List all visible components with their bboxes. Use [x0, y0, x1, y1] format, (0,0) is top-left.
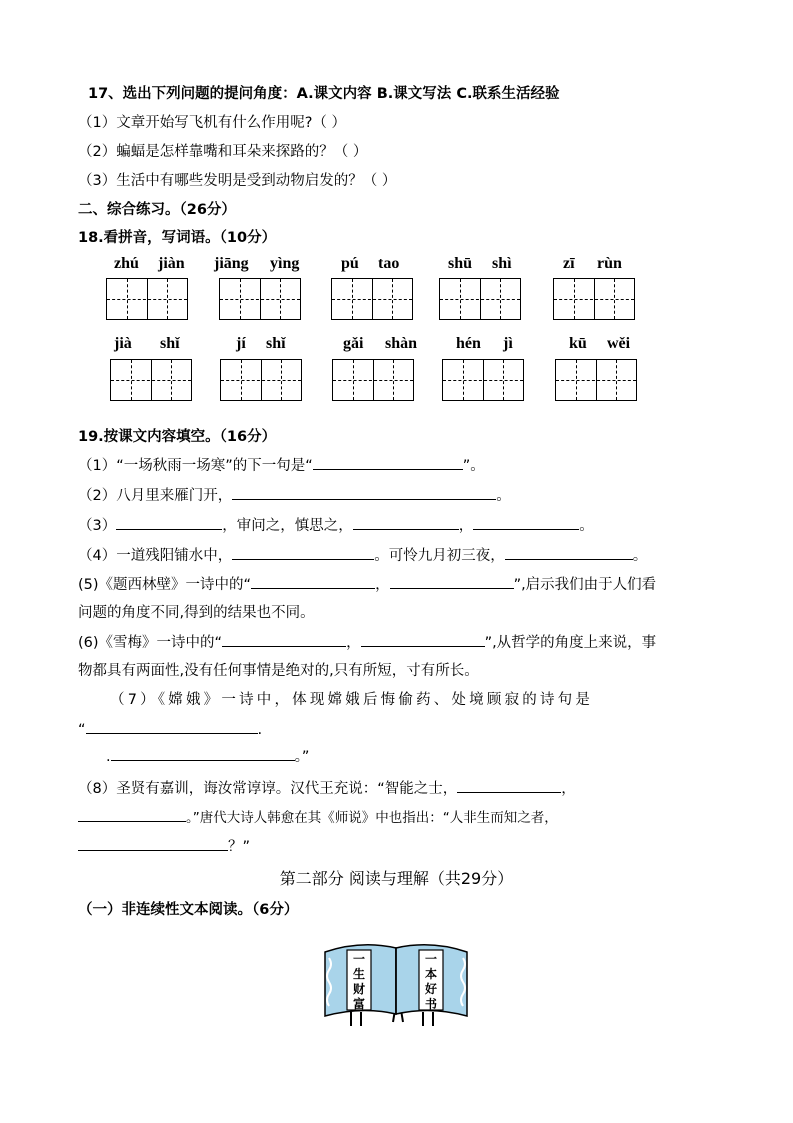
pinyin: zhú: [114, 255, 139, 272]
q19-8-mid: 。”唐代大诗人韩愈在其《师说》中也指出：“人非生而知之者，: [186, 810, 558, 826]
q19-4-text: （4）一道残阳铺水中，: [78, 548, 233, 564]
q19-line-7b: [78, 719, 262, 740]
pinyin: hén: [456, 335, 481, 352]
q19-line-8b: [78, 807, 558, 828]
q19-6-text: (6)《雪梅》一诗中的“: [78, 635, 223, 651]
answer-blank[interactable]: [232, 485, 496, 500]
book-left-char: 富: [352, 997, 366, 1011]
book-right-char: 好: [424, 982, 438, 996]
book-right-char: 一: [424, 952, 438, 966]
pinyin: jià: [114, 335, 132, 352]
answer-blank[interactable]: [78, 807, 186, 822]
q19-6-end: ”,从哲学的角度上来说，事: [484, 635, 657, 651]
q19-8-end: ？”: [228, 839, 251, 855]
write-grid[interactable]: [332, 359, 414, 401]
pinyin: jì: [503, 335, 513, 352]
pinyin: shì: [492, 255, 512, 272]
q19-8-comma: ，: [561, 781, 576, 797]
answer-blank[interactable]: [86, 719, 258, 734]
q19-1-end: ”。: [462, 458, 485, 474]
answer-blank[interactable]: [116, 515, 222, 530]
pinyin: shàn: [385, 335, 418, 352]
write-grid[interactable]: [219, 278, 301, 320]
part-2-heading: 第二部分 阅读与理解（共29分）: [279, 869, 514, 888]
q19-line-6b: 物都具有两面性,没有任何事情是绝对的,只有所短，寸有所长。: [78, 663, 479, 679]
q17-item-3: （3）生活中有哪些发明是受到动物启发的？（ ）: [78, 173, 397, 189]
q19-2-text: （2）八月里来雁门开，: [78, 488, 233, 504]
part-2-subheading: （一）非连续性文本阅读。（6分）: [78, 902, 299, 918]
pinyin: pú: [341, 255, 359, 272]
write-grid[interactable]: [106, 278, 188, 320]
q19-line-2: [78, 485, 511, 506]
q19-4-end: 。: [632, 548, 648, 564]
q19-line-7c: [106, 746, 309, 767]
pinyin: zī: [563, 255, 575, 272]
answer-blank[interactable]: [457, 778, 561, 793]
open-book-illustration: [321, 938, 471, 1028]
pinyin: rùn: [597, 255, 622, 272]
write-grid[interactable]: [442, 359, 524, 401]
q19-line-3: [78, 515, 594, 536]
q19-line-7: （7）《嫦娥》一诗中，体现嫦娥后悔偷药、处境顾寂的诗句是: [110, 692, 594, 708]
q19-line-5b: 问题的角度不同,得到的结果也不同。: [78, 605, 315, 621]
q17-item-1: （1）文章开始写飞机有什么作用呢?（ ）: [78, 115, 347, 131]
answer-blank[interactable]: [361, 632, 485, 647]
q19-1-text: （1）“一场秋雨一场寒”的下一句是“: [78, 458, 313, 474]
answer-blank[interactable]: [222, 632, 346, 647]
q19-5-end: ”,启示我们由于人们看: [513, 577, 657, 593]
q19-4-mid: 。可怜九月初三夜，: [374, 548, 505, 564]
q18-title: 18.看拼音，写词语。（10分）: [78, 230, 277, 246]
book-right-char: 本: [424, 967, 438, 981]
q17-title: [88, 84, 559, 104]
q19-7-dot2: .: [106, 749, 111, 765]
pinyin: gǎi: [343, 335, 364, 352]
book-right-char: 书: [424, 997, 438, 1011]
q19-3-end: 。: [579, 518, 594, 534]
q19-7-end: 。”: [294, 749, 310, 765]
write-grid[interactable]: [331, 278, 413, 320]
pinyin: tao: [378, 255, 400, 272]
q19-3-comma: ，: [458, 518, 474, 534]
q19-8-text: （8）圣贤有嘉训，诲汝常谆谆。汉代王充说：“智能之士，: [78, 781, 458, 797]
q19-3-text: （3）: [78, 518, 117, 534]
section-2-heading: 二、综合练习。（26分）: [78, 202, 236, 218]
pinyin: jiàn: [158, 255, 185, 272]
pinyin: shū: [448, 255, 473, 272]
q19-line-4: [78, 545, 647, 566]
book-left-char: 一: [352, 952, 366, 966]
book-left-char: 财: [352, 982, 366, 996]
answer-blank[interactable]: [251, 574, 375, 589]
pinyin: yìng: [270, 255, 300, 272]
answer-blank[interactable]: [353, 515, 459, 530]
answer-blank[interactable]: [78, 836, 228, 851]
pinyin: shǐ: [160, 335, 180, 352]
q17-item-2: （2）蝙蝠是怎样靠嘴和耳朵来探路的？（ ）: [78, 144, 368, 160]
pinyin: jí: [236, 335, 246, 352]
answer-blank[interactable]: [111, 746, 295, 761]
answer-blank[interactable]: [505, 545, 633, 560]
answer-blank[interactable]: [313, 455, 463, 470]
write-grid[interactable]: [555, 359, 637, 401]
q19-line-8c: [78, 836, 250, 857]
q19-7-dot: .: [257, 722, 263, 738]
pinyin: kū: [569, 335, 587, 352]
write-grid[interactable]: [553, 278, 635, 320]
q19-5-comma: ，: [375, 577, 390, 593]
q19-line-5: [78, 574, 656, 595]
write-grid[interactable]: [110, 359, 192, 401]
write-grid[interactable]: [220, 359, 302, 401]
answer-blank[interactable]: [390, 574, 514, 589]
pinyin: jiāng: [214, 255, 249, 272]
book-left-char: 生: [352, 967, 366, 981]
q19-line-8: [78, 778, 576, 799]
pinyin: shǐ: [266, 335, 286, 352]
q19-line-6: [78, 632, 656, 653]
pinyin: wěi: [607, 335, 631, 352]
q19-5-text: (5)《题西林壁》一诗中的“: [78, 577, 252, 593]
answer-blank[interactable]: [473, 515, 579, 530]
q19-title: 19.按课文内容填空。（16分）: [78, 429, 277, 445]
q19-7-quote: “: [78, 722, 86, 738]
q17-title-text: 17、选出下列问题的提问角度：A.课文内容 B.课文写法 C.联系生活经验: [88, 86, 560, 102]
q19-3-mid: ，审问之，慎思之，: [222, 518, 353, 534]
q19-line-1: [78, 455, 485, 476]
q19-6-comma: ，: [346, 635, 361, 651]
write-grid[interactable]: [439, 278, 521, 320]
answer-blank[interactable]: [232, 545, 374, 560]
q19-2-end: 。: [496, 488, 511, 504]
